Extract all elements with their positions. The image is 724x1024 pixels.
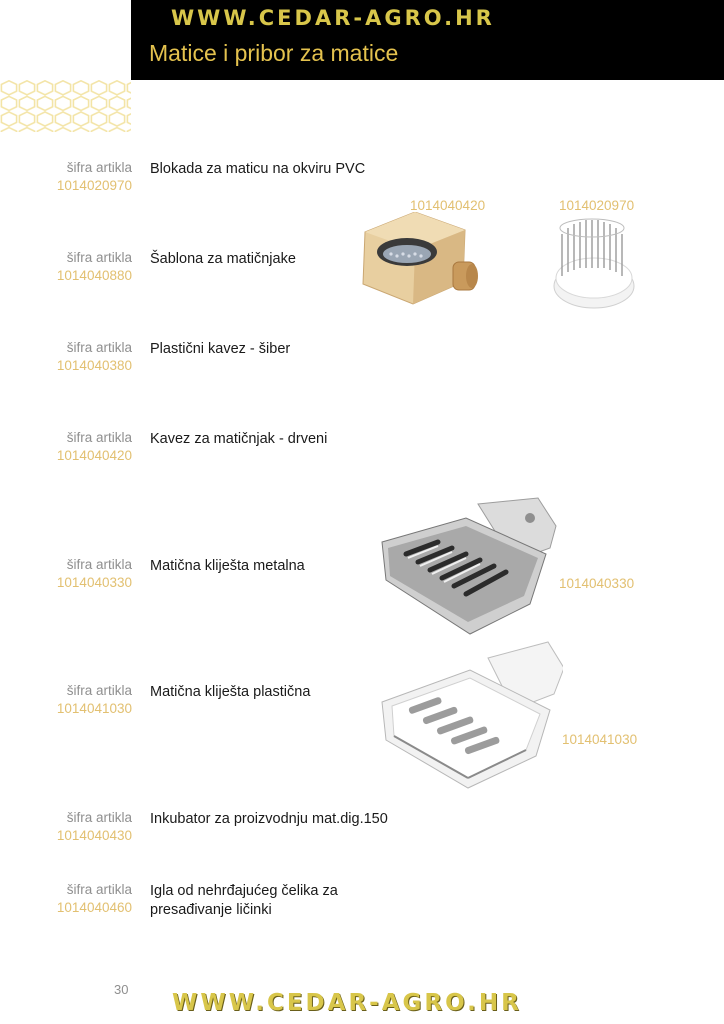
site-url-bottom[interactable]: WWW.CEDAR-AGRO.HR: [172, 990, 522, 1016]
honeycomb-decoration: [0, 80, 131, 132]
product-name: Kavez za matičnjak - drveni: [150, 431, 328, 447]
sku-label: šifra artikla: [66, 250, 132, 265]
image-code: 1014040420: [410, 198, 486, 213]
sku-code: 1014040330: [56, 575, 132, 590]
image-code: 1014041030: [562, 732, 638, 747]
image-code: 1014040330: [559, 576, 635, 591]
pvc-queen-blocker-image: [548, 214, 638, 314]
sku-label: šifra artikla: [66, 810, 132, 825]
product-name: Inkubator za proizvodnju mat.dig.150: [150, 811, 388, 827]
metal-queen-clip-image: [378, 496, 558, 636]
wooden-cage-image: [355, 212, 480, 312]
sku-code: 1014040380: [56, 358, 132, 373]
page-number: 30: [114, 982, 129, 997]
sku-code: 1014040880: [56, 268, 132, 283]
product-name: Matična kliješta metalna: [150, 558, 305, 574]
product-name: Šablona za matičnjake: [150, 251, 296, 267]
plastic-queen-clip-image: [378, 640, 563, 790]
sku-code: 1014020970: [56, 178, 132, 193]
site-url-top[interactable]: WWW.CEDAR-AGRO.HR: [171, 6, 495, 30]
product-name: Igla od nehrđajućeg čelika za presađivanje ličinki: [150, 883, 338, 918]
sku-label: šifra artikla: [66, 882, 132, 897]
product-name: Blokada za maticu na okviru PVC: [150, 161, 366, 177]
sku-label: šifra artikla: [66, 340, 132, 355]
image-code: 1014020970: [559, 198, 635, 213]
product-name: Plastični kavez - šiber: [150, 341, 291, 357]
sku-label: šifra artikla: [66, 160, 132, 175]
sku-code: 1014040430: [56, 828, 132, 843]
product-name: Matična kliješta plastična: [150, 684, 311, 700]
sku-label: šifra artikla: [66, 557, 132, 572]
sku-code: 1014040460: [56, 900, 132, 915]
sku-code: 1014040420: [56, 448, 132, 463]
sku-code: 1014041030: [56, 701, 132, 716]
page-header: [131, 0, 724, 80]
sku-label: šifra artikla: [66, 683, 132, 698]
sku-label: šifra artikla: [66, 430, 132, 445]
page-title: Matice i pribor za matice: [149, 40, 399, 66]
